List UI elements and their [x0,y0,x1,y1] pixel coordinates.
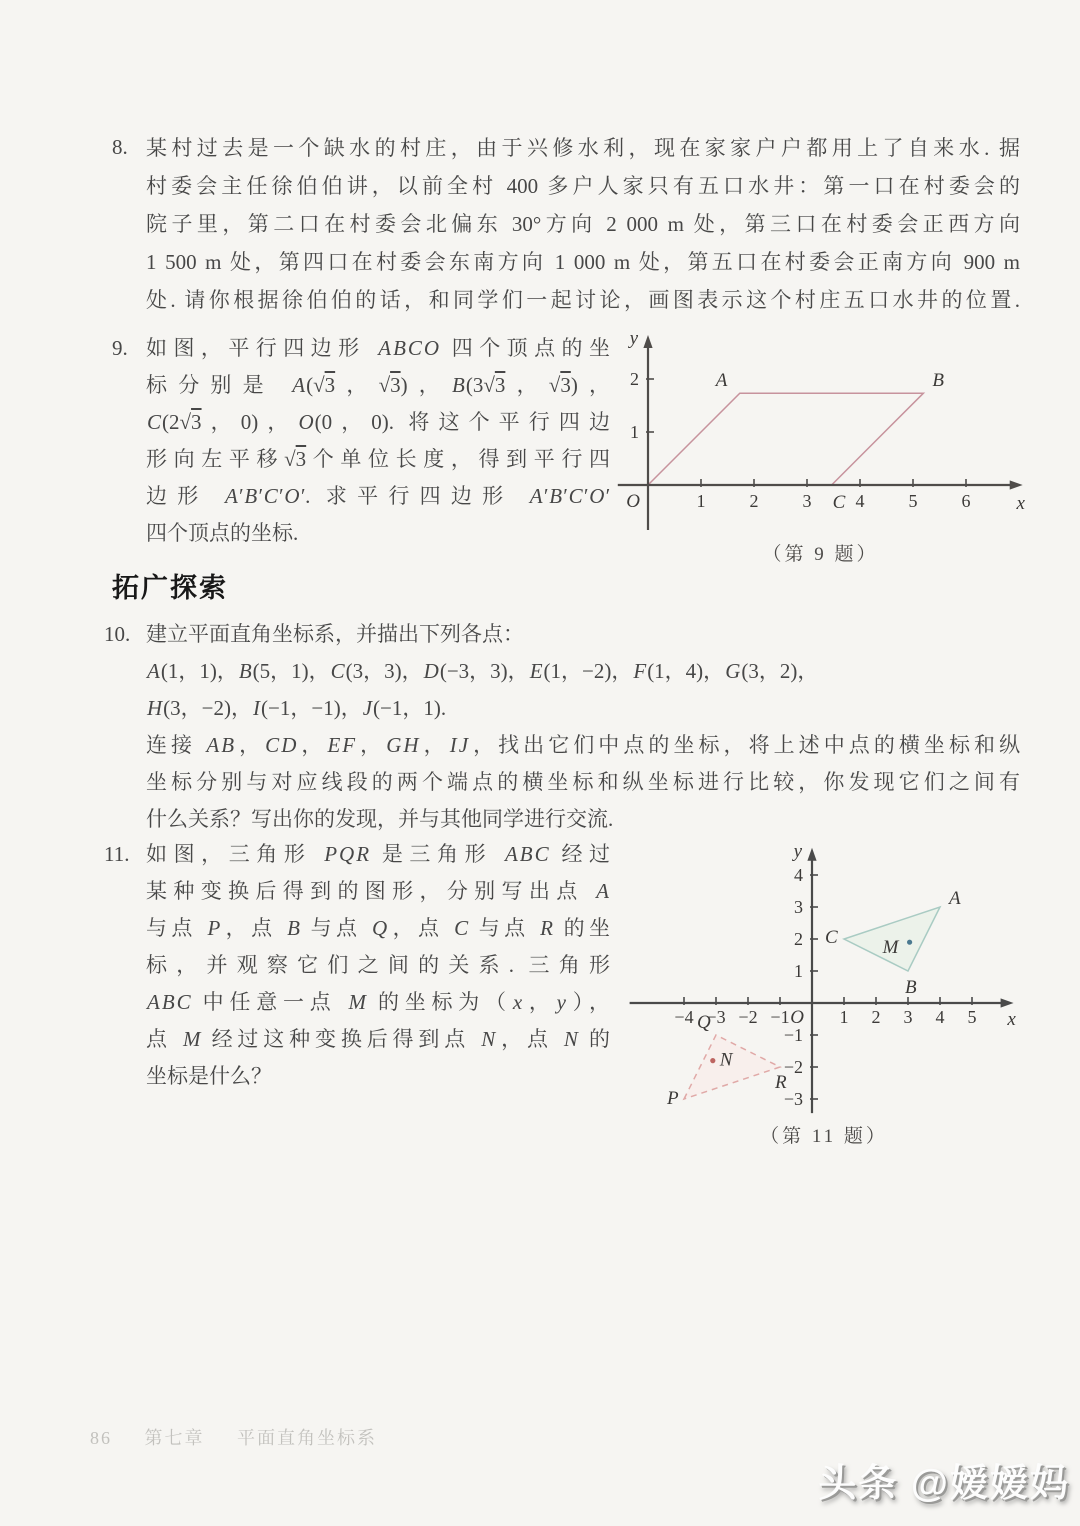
text-line: 什么关系？写出你的发现，并与其他同学进行交流. [146,807,614,831]
text-line: H(3，−2)，I(−1，−1)，J(−1，1). [147,696,447,720]
svg-text:O: O [790,1007,804,1028]
figure-problem-9 [608,325,1033,566]
svg-text:M: M [882,937,899,959]
page-footer [90,1424,403,1450]
svg-text:C: C [825,927,838,948]
figure-11-caption: （第 11 题） [760,1126,888,1147]
problem-10-number: 10. [104,622,131,646]
svg-text:4: 4 [855,491,865,511]
svg-text:−2: −2 [738,1007,758,1027]
svg-text:N: N [719,1049,733,1071]
svg-text:3: 3 [903,1007,913,1027]
text-line: 如图，平行四边形 ABCO 四个顶点的坐 [146,336,611,360]
text-line: ABC 中任意一点 M 的坐标为（x，y）， [147,990,611,1014]
text-line: 标，并观察它们之间的关系. 三角形 [146,953,610,977]
problem-8-number: 8. [112,135,128,159]
svg-text:5: 5 [908,491,918,511]
svg-text:A: A [949,888,961,909]
svg-text:1: 1 [630,422,639,442]
text-line: A(1，1)，B(5，1)，C(3，3)，D(−3，3)，E(1，−2)，F(1，4)，G(3，2)， [147,659,819,683]
svg-text:1: 1 [794,961,803,981]
svg-text:4: 4 [794,865,803,885]
problem-11-number: 11. [104,842,130,866]
svg-text:5: 5 [967,1007,977,1027]
svg-text:4: 4 [935,1007,945,1027]
text-line: 连接 AB，CD，EF，GH，IJ，找出它们中点的坐标，将上述中点的横坐标和纵 [146,733,1021,757]
text-line: 形向左平移√3个单位长度，得到平行四 [146,447,611,471]
text-line: 四个顶点的坐标. [146,521,299,545]
svg-text:−3: −3 [783,1089,803,1109]
text-line: 1 500 m 处，第四口在村委会东南方向 1 000 m 处，第五口在村委会正南方向 900 m [146,250,1020,274]
svg-text:−2: −2 [783,1057,803,1077]
text-line: 坐标分别与对应线段的两个端点的横坐标和纵坐标进行比较，你发现它们之间有 [146,770,1020,794]
svg-text:2: 2 [749,491,759,511]
svg-text:P: P [667,1088,679,1109]
svg-text:C: C [832,492,846,513]
watermark: 头条 @嫒嫒妈 [818,1463,1070,1505]
problem-8-text [146,129,1020,319]
footer-section: 平面直角坐标系 [237,1428,377,1448]
figure-11-plot [618,835,1030,1119]
footer-chapter: 第七章 [144,1428,205,1448]
problem-9-text [146,330,610,552]
text-line: 村委会主任徐伯伯讲，以前全村 400 多户人家只有五口水井：第一口在村委会的 [146,174,1020,198]
svg-text:B: B [905,977,917,998]
figure-problem-11 [618,835,1030,1148]
text-line: 边形 A′B′C′O′. 求平行四边形 A′B′C′O′ [146,484,610,508]
text-line: C(2√3，0)，O(0，0). 将这个平行四边 [147,410,610,434]
svg-text:B: B [932,370,944,392]
section-heading: 拓广探索 [112,573,228,603]
text-line: 院子里，第二口在村委会北偏东 30°方向 2 000 m 处，第三口在村委会正西方向 [146,212,1020,236]
text-line: 建立平面直角坐标系，并描出下列各点： [146,622,524,646]
svg-text:A: A [715,370,728,392]
svg-text:−1: −1 [770,1007,790,1027]
svg-text:1: 1 [839,1007,849,1027]
problem-11-text [146,836,610,1095]
svg-text:y: y [793,840,802,862]
text-line: 点 M 经过这种变换后得到点 N，点 N 的 [146,1027,611,1051]
svg-text:1: 1 [696,491,706,511]
text-line: 处. 请你根据徐伯伯的话，和同学们一起讨论，画图表示这个村庄五口水井的位置. [146,288,1020,312]
svg-text:O: O [626,491,640,512]
text-line: 某村过去是一个缺水的村庄，由于兴修水利，现在家家户户都用上了自来水. 据 [146,136,1020,160]
text-line: 标分别是 A(√3，√3)，B(3√3，√3)， [146,373,611,397]
svg-text:3: 3 [802,491,812,511]
text-line: 坐标是什么？ [146,1064,272,1088]
svg-text:−4: −4 [674,1007,694,1027]
svg-text:6: 6 [961,491,971,511]
figure-9-caption: （第 9 题） [762,544,879,565]
figure-9-plot [608,325,1033,537]
svg-text:2: 2 [630,369,639,389]
page-number: 86 [90,1428,112,1448]
svg-text:R: R [775,1072,787,1093]
problem-10-text [146,616,1020,838]
svg-text:y: y [629,328,638,350]
problem-9-number: 9. [112,336,128,360]
svg-text:x: x [1016,493,1025,514]
svg-text:x: x [1007,1009,1016,1030]
text-line: 与点 P，点 B 与点 Q，点 C 与点 R 的坐 [146,916,611,940]
svg-text:3: 3 [794,897,803,917]
text-line: 如图，三角形 PQR 是三角形 ABC 经过 [146,842,611,866]
svg-text:2: 2 [871,1007,881,1027]
svg-text:−3: −3 [706,1007,726,1027]
text-line: 某种变换后得到的图形，分别写出点 A [146,879,609,903]
svg-text:−1: −1 [783,1025,803,1045]
svg-text:2: 2 [794,929,803,949]
svg-text:Q: Q [697,1012,711,1033]
